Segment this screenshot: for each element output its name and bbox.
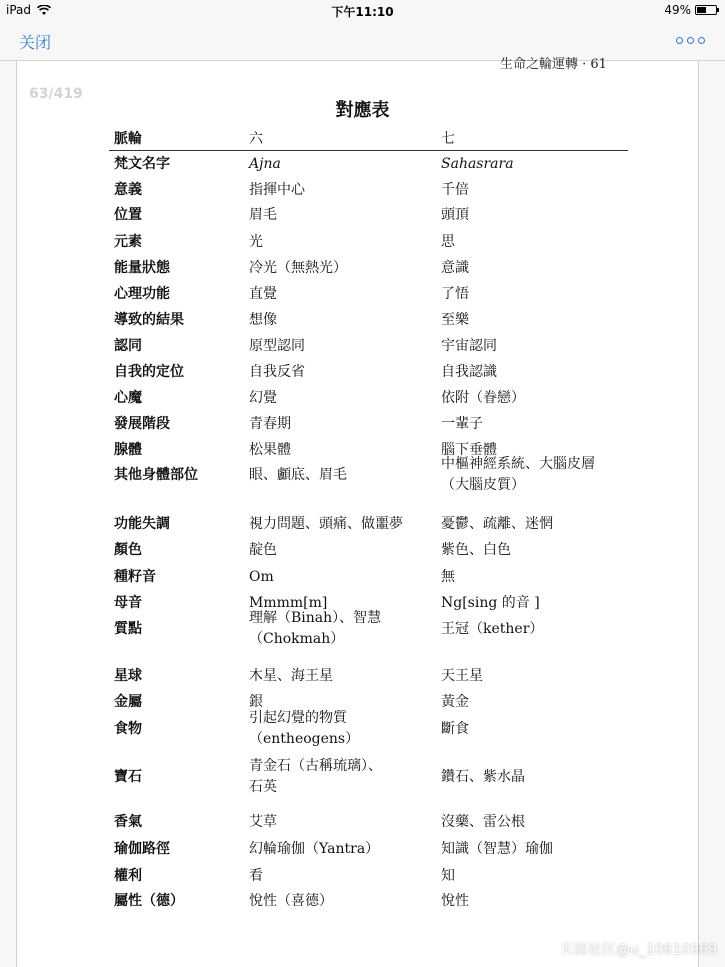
row-value-seven: 千倍	[441, 182, 469, 198]
header-col-seven: 七	[441, 131, 455, 147]
row-value-six: 光	[249, 234, 263, 250]
more-options-button[interactable]	[676, 37, 705, 44]
row-label: 心理功能	[114, 286, 170, 302]
row-value-six: 青金石（古稱琉璃）、 石英	[249, 758, 382, 795]
row-value-seven: 悅性	[441, 893, 469, 909]
row-value-six: 眉毛	[249, 207, 277, 223]
row-label: 意義	[114, 182, 142, 198]
more-dot-icon	[698, 37, 705, 44]
row-value-seven: 知識（智慧）瑜伽	[441, 841, 553, 857]
row-value-seven: 沒藥、雷公根	[441, 814, 525, 830]
row-value-seven: 無	[441, 569, 455, 585]
running-head: 生命之輪運轉 · 61	[500, 57, 607, 72]
row-value-six: 艾草	[249, 814, 277, 830]
device-label: iPad	[6, 3, 32, 17]
more-dot-icon	[676, 37, 683, 44]
row-value-six: 原型認同	[249, 338, 305, 354]
row-label: 功能失調	[114, 516, 170, 532]
row-label: 母音	[114, 595, 142, 611]
battery-percent: 49%	[664, 3, 691, 17]
row-label: 發展階段	[114, 416, 170, 432]
row-value-seven: 了悟	[441, 286, 469, 302]
row-value-six: 松果體	[249, 442, 291, 458]
row-value-seven: 思	[441, 234, 455, 250]
row-value-seven: 依附（眷戀）	[441, 390, 525, 406]
table-title: 對應表	[335, 100, 390, 121]
row-value-six: 靛色	[249, 542, 277, 558]
row-value-seven: Sahasrara	[441, 156, 514, 172]
nav-bar	[0, 20, 725, 61]
row-value-six: 銀	[249, 694, 263, 710]
row-label: 能量狀態	[114, 260, 170, 276]
row-value-seven: 黃金	[441, 694, 469, 710]
header-col-six: 六	[249, 131, 263, 147]
table-header	[0, 129, 725, 149]
page-counter: 63/419	[29, 86, 83, 102]
row-label: 星球	[114, 668, 142, 684]
row-label: 種籽音	[114, 569, 156, 585]
row-value-six: 幻輪瑜伽（Yantra）	[249, 841, 380, 857]
row-value-six: 悅性（喜德）	[249, 893, 333, 909]
row-value-six: 引起幻覺的物質 （entheogens）	[249, 710, 360, 747]
row-label: 金屬	[114, 694, 142, 710]
more-dot-icon	[687, 37, 694, 44]
row-label: 食物	[114, 721, 142, 737]
watermark: 天涯社区@u_10610969	[559, 942, 717, 958]
row-value-seven: 意識	[441, 260, 469, 276]
row-value-seven: 一輩子	[441, 416, 483, 432]
row-value-seven: 自我認識	[441, 364, 497, 380]
clock: 下午11:10	[331, 5, 394, 19]
row-label: 位置	[114, 207, 142, 223]
row-value-six: 自我反省	[249, 364, 305, 380]
row-label: 腺體	[114, 442, 142, 458]
row-value-six: 幻覺	[249, 390, 277, 406]
row-value-six: 理解（Binah）、智慧 （Chokmah）	[249, 610, 382, 647]
row-label: 梵文名字	[114, 156, 170, 172]
row-label: 香氣	[114, 814, 142, 830]
row-value-seven: 紫色、白色	[441, 542, 511, 558]
row-value-six: 眼、顱底、眉毛	[249, 467, 347, 483]
close-button[interactable]: 关闭	[19, 33, 52, 52]
row-label: 屬性（德）	[114, 893, 184, 909]
row-label: 認同	[114, 338, 142, 354]
row-label: 瑜伽路徑	[114, 841, 170, 857]
row-value-six: 視力問題、頭痛、做噩夢	[249, 516, 403, 532]
row-label: 自我的定位	[114, 364, 184, 380]
row-value-six: 木星、海王星	[249, 668, 333, 684]
header-divider	[109, 150, 628, 151]
row-value-six: Om	[249, 569, 274, 585]
battery-icon	[695, 5, 717, 15]
row-value-six: 看	[249, 868, 263, 884]
row-value-six: Mmmm[m]	[249, 595, 328, 611]
row-value-seven: 腦下垂體	[441, 442, 497, 458]
row-value-seven: 天王星	[441, 668, 483, 684]
row-label: 寶石	[114, 769, 142, 785]
row-value-seven: Ng[sing 的音 ]	[441, 595, 540, 611]
row-label: 其他身體部位	[114, 467, 198, 483]
row-value-six: 青春期	[249, 416, 291, 432]
row-label: 質點	[114, 621, 142, 637]
row-value-seven: 中樞神經系統、大腦皮層 （大腦皮質）	[441, 456, 595, 493]
row-label: 導致的結果	[114, 312, 184, 328]
row-label: 顏色	[114, 542, 142, 558]
row-label: 心魔	[114, 390, 142, 406]
row-value-seven: 斷食	[441, 721, 469, 737]
row-label: 權利	[114, 868, 142, 884]
row-value-seven: 宇宙認同	[441, 338, 497, 354]
header-col-chakra: 脈輪	[114, 131, 142, 147]
row-value-seven: 憂鬱、疏離、迷惘	[441, 516, 553, 532]
status-bar	[0, 0, 725, 20]
row-value-six: Ajna	[249, 156, 281, 172]
row-value-six: 冷光（無熱光）	[249, 260, 347, 276]
row-value-seven: 鑽石、紫水晶	[441, 769, 525, 785]
row-value-six: 直覺	[249, 286, 277, 302]
row-value-six: 指揮中心	[249, 182, 305, 198]
row-value-seven: 知	[441, 868, 455, 884]
row-value-six: 想像	[249, 312, 277, 328]
row-value-seven: 頭頂	[441, 207, 469, 223]
row-value-seven: 王冠（kether）	[441, 621, 544, 637]
row-label: 元素	[114, 234, 142, 250]
row-value-seven: 至樂	[441, 312, 469, 328]
